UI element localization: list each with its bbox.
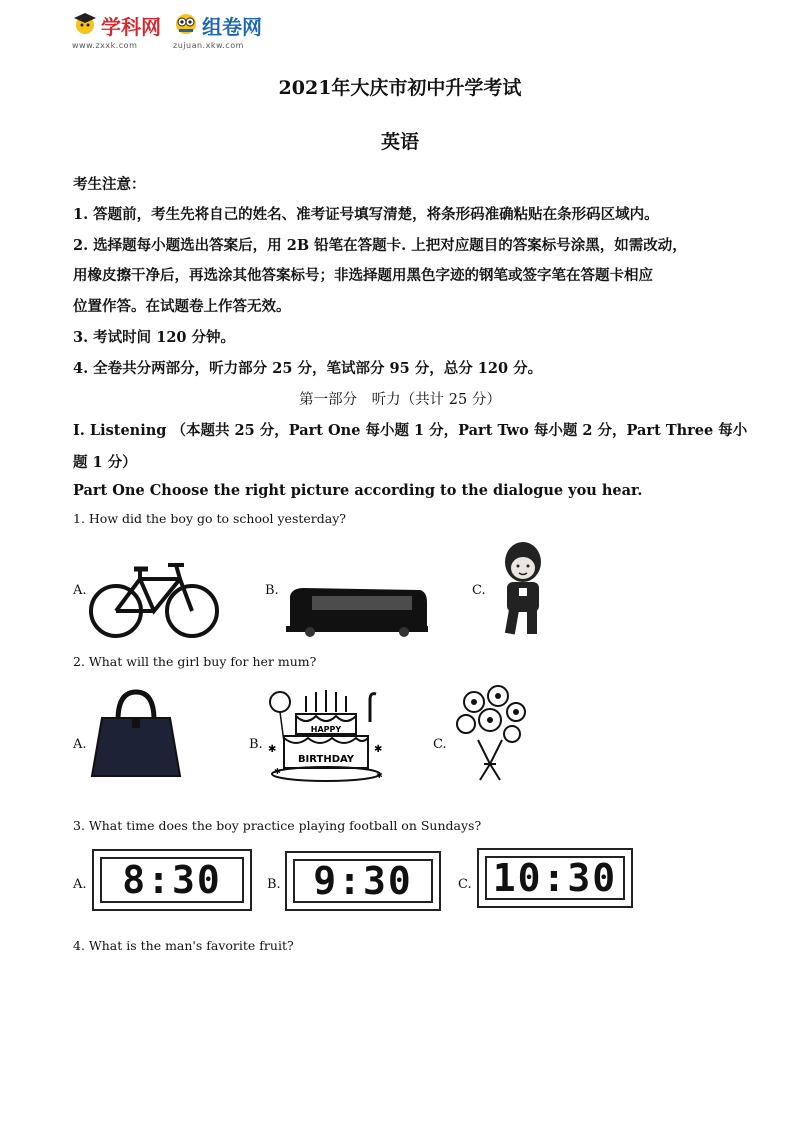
option-b-label: B. <box>249 737 263 752</box>
clock-time-c: 10:30 <box>492 856 618 900</box>
notice-item: 4. 全卷共分两部分，听力部分 25 分，笔试部分 95 分，总分 120 分。 <box>73 360 543 377</box>
logo-zujuanwang <box>173 10 262 50</box>
option-b-label: B. <box>267 877 281 892</box>
notice-item: 位置作答。在试题卷上作答无效。 <box>73 298 291 315</box>
notice-item: 用橡皮擦干净后，再选涂其他答案标号；非选择题用黑色字迹的钢笔或签字笔在答题卡相应 <box>73 267 653 284</box>
logo1-url: www.zxxk.com <box>72 41 138 50</box>
exam-subject: 英语 <box>380 131 419 153</box>
handbag-icon <box>88 688 184 784</box>
option-a-label: A. <box>73 583 87 598</box>
logo-xuekewang <box>72 10 161 50</box>
graduation-cap-icon <box>72 10 98 41</box>
question-3-text: 3. What time does the boy practice playing football on Sundays? <box>73 818 482 833</box>
notice-item: 1. 答题前，考生先将自己的姓名、准考证号填写清楚，将条形码准确粘贴在条形码区域内。 <box>73 206 659 223</box>
logo2-name: 组卷网 <box>202 15 262 39</box>
svg-text:✱: ✱ <box>376 771 383 780</box>
option-c-label: C. <box>458 877 472 892</box>
part-one-instruction: Part One Choose the right picture according to the dialogue you hear. <box>73 482 643 499</box>
question-2-text: 2. What will the girl buy for her mum? <box>73 654 317 669</box>
option-a-label: A. <box>73 737 87 752</box>
clock-930 <box>285 851 441 911</box>
clock-1030 <box>477 848 633 908</box>
clock-830 <box>92 849 252 911</box>
exam-title: 2021年大庆市初中升学考试 <box>278 77 522 99</box>
logo2-url: zujuan.xkw.com <box>173 41 244 50</box>
section-line-2: 题 1 分） <box>73 454 137 471</box>
notice-heading: 考生注意： <box>73 176 146 193</box>
flower-bouquet-icon <box>450 680 532 790</box>
walking-boy-icon <box>493 540 553 642</box>
bus-icon <box>282 586 428 642</box>
svg-text:✱: ✱ <box>274 767 281 776</box>
clock-time-b: 9:30 <box>313 859 413 903</box>
bicycle-icon <box>88 555 220 644</box>
part-heading: 第一部分 听力（共计 25 分） <box>299 392 501 408</box>
cake-text-birthday: BIRTHDAY <box>297 754 355 765</box>
option-b-label: B. <box>265 583 279 598</box>
question-4-text: 4. What is the man's favorite fruit? <box>73 938 294 953</box>
option-a-label: A. <box>73 877 87 892</box>
owl-mascot-icon <box>173 10 199 41</box>
clock-time-a: 8:30 <box>122 858 222 902</box>
logo1-name: 学科网 <box>101 15 161 39</box>
svg-text:✱: ✱ <box>374 744 383 755</box>
option-c-label: C. <box>433 737 447 752</box>
header-logos <box>72 10 262 50</box>
birthday-cake-icon <box>266 682 386 788</box>
svg-text:✱: ✱ <box>268 744 277 755</box>
option-c-label: C. <box>472 583 486 598</box>
cake-text-happy: HAPPY <box>310 725 342 734</box>
question-1-text: 1. How did the boy go to school yesterday? <box>73 511 346 526</box>
notice-item: 2. 选择题每小题选出答案后，用 2B 铅笔在答题卡. 上把对应题目的答案标号涂黑，如需改动， <box>73 237 687 254</box>
notice-item: 3. 考试时间 120 分钟。 <box>73 329 236 346</box>
section-line-1: Ⅰ. Listening （本题共 25 分，Part One 每小题 1 分，Part Two 每小题 2 分，Part Three 每小 <box>73 422 748 439</box>
